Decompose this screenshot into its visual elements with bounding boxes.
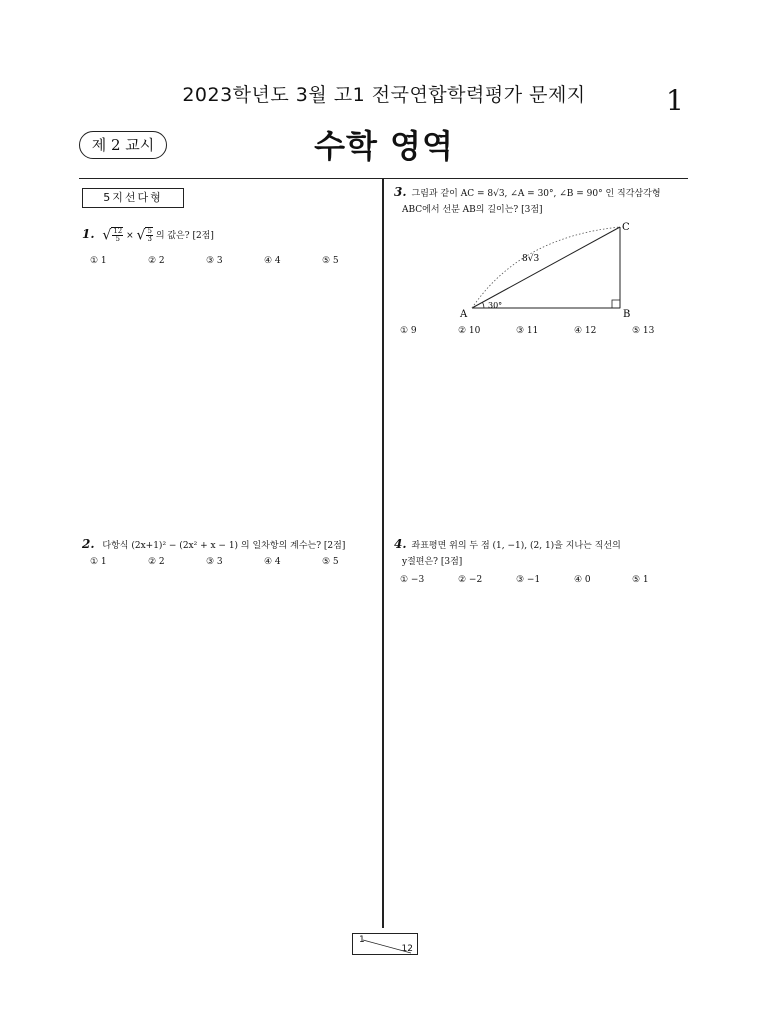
question-number: 2. bbox=[82, 537, 95, 551]
choice-4[interactable]: ④ 4 bbox=[264, 256, 281, 266]
choice-3[interactable]: ③ 11 bbox=[516, 326, 539, 336]
vertex-a-label: A bbox=[460, 309, 468, 320]
choice-3[interactable]: ③ −1 bbox=[516, 575, 541, 585]
question-text-line1: 좌표평면 위의 두 점 (1, −1), (2, 1)을 지나는 직선의 bbox=[411, 541, 621, 551]
question-text: 의 값은? [2점] bbox=[155, 231, 214, 241]
section-label: 5지선다형 bbox=[82, 188, 184, 208]
triangle-figure bbox=[440, 215, 670, 325]
choice-1[interactable]: ① −3 bbox=[400, 575, 425, 585]
exam-title: 2023학년도 3월 고1 전국연합학력평가 문제지 bbox=[182, 84, 586, 106]
vertex-c-label: C bbox=[622, 222, 630, 233]
question-text: 다항식 (2x+1)² − (2x² + x − 1) 의 일차항의 계수는? [2점] bbox=[102, 541, 346, 551]
side-label: 8√3 bbox=[522, 254, 540, 264]
angle-arc bbox=[483, 302, 485, 308]
column-divider bbox=[382, 178, 384, 928]
footer-total-pages: 12 bbox=[401, 944, 413, 954]
choice-2[interactable]: ② 10 bbox=[458, 326, 481, 336]
footer-current-page: 1 bbox=[359, 935, 365, 945]
angle-label: 30° bbox=[488, 301, 503, 310]
question-4-choices bbox=[400, 575, 690, 585]
choice-4[interactable]: ④ 12 bbox=[574, 326, 597, 336]
choice-2[interactable]: ② 2 bbox=[148, 557, 165, 567]
vertex-b-label: B bbox=[623, 309, 631, 320]
times-sign: × bbox=[126, 231, 134, 241]
question-2-choices bbox=[90, 557, 380, 567]
question-text-line2: ABC에서 선분 AB의 길이는? [3점] bbox=[402, 205, 543, 215]
question-text-line2: y절편은? [3점] bbox=[402, 557, 463, 567]
choice-2[interactable]: ② −2 bbox=[458, 575, 483, 585]
question-3 bbox=[394, 184, 684, 218]
question-1 bbox=[82, 226, 372, 244]
choice-5[interactable]: ⑤ 5 bbox=[322, 557, 339, 567]
choice-2[interactable]: ② 2 bbox=[148, 256, 165, 266]
choice-1[interactable]: ① 1 bbox=[90, 256, 107, 266]
choice-1[interactable]: ① 9 bbox=[400, 326, 417, 336]
choice-1[interactable]: ① 1 bbox=[90, 557, 107, 567]
right-angle-mark bbox=[612, 300, 620, 308]
page-number: 1 bbox=[666, 84, 684, 117]
question-number: 1. bbox=[82, 227, 95, 241]
side-ac bbox=[472, 227, 620, 308]
choice-3[interactable]: ③ 3 bbox=[206, 557, 223, 567]
sqrt-term-2: √ $\frac{5}{3}$ bbox=[136, 227, 152, 244]
choice-4[interactable]: ④ 4 bbox=[264, 557, 281, 567]
footer-page-indicator bbox=[352, 933, 418, 955]
choice-4[interactable]: ④ 0 bbox=[574, 575, 591, 585]
question-1-choices bbox=[90, 256, 380, 266]
sqrt-term-1: √ $\frac{12}{5}$ bbox=[102, 227, 123, 244]
question-number: 4. bbox=[394, 537, 407, 551]
choice-5[interactable]: ⑤ 5 bbox=[322, 256, 339, 266]
question-4 bbox=[394, 536, 684, 570]
choice-5[interactable]: ⑤ 13 bbox=[632, 326, 655, 336]
question-text-line1: 그림과 같이 AC = 8√3, ∠A = 30°, ∠B = 90° 인 직각삼각형 bbox=[411, 189, 661, 199]
choice-3[interactable]: ③ 3 bbox=[206, 256, 223, 266]
question-2 bbox=[82, 536, 377, 554]
period-badge: 제 2 교시 bbox=[79, 131, 167, 159]
choice-5[interactable]: ⑤ 1 bbox=[632, 575, 649, 585]
question-number: 3. bbox=[394, 185, 407, 199]
subject-title: 수학 영역 bbox=[314, 127, 454, 165]
question-3-choices bbox=[400, 326, 690, 336]
